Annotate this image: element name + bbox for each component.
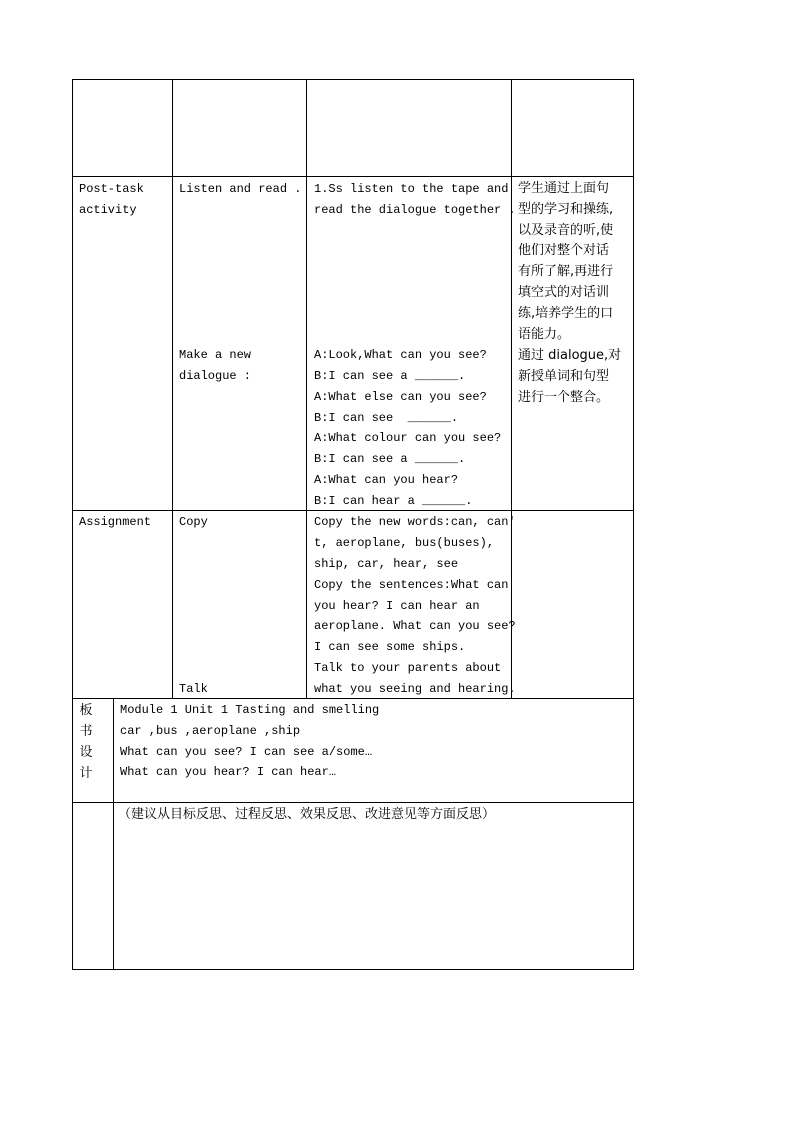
board-label-char: 设 (79, 745, 93, 760)
assignment-content-line: ship, car, hear, see (314, 557, 459, 571)
intent-text-line: 练,培养学生的口 (518, 306, 614, 321)
assignment-content-line: aeroplane. What can you see? (314, 619, 516, 633)
dialogue-line: B:I can see ______. (314, 411, 459, 425)
dialogue-line: B:I can see a ______. (314, 452, 466, 466)
table-border (72, 802, 634, 803)
assignment-step-talk: Talk (179, 682, 208, 696)
board-line: What can you hear? I can hear… (120, 765, 337, 779)
table-border (511, 79, 512, 699)
dialogue-line: A:What else can you see? (314, 390, 487, 404)
post-task-stage-line1: Post-task (79, 182, 144, 196)
intent-text-line: 学生通过上面句 (518, 181, 610, 196)
board-label-char: 书 (79, 724, 93, 739)
dialogue-line: A:What can you hear? (314, 473, 459, 487)
post-task-content-line2: read the dialogue together . (314, 203, 516, 217)
intent-text-line: 填空式的对话训 (518, 285, 610, 300)
table-border (172, 79, 173, 699)
dialogue-line: A:Look,What can you see? (314, 348, 487, 362)
table-border (633, 79, 634, 970)
intent-text-line: 语能力。 (518, 327, 571, 342)
assignment-content-line: Copy the sentences:What can (314, 578, 509, 592)
assignment-content-line: Copy the new words:can, can' (314, 515, 516, 529)
board-label-char: 计 (79, 766, 93, 781)
table-border (72, 79, 634, 80)
table-border (72, 176, 634, 177)
table-border (306, 79, 307, 699)
dialogue-line: A:What colour can you see? (314, 431, 502, 445)
intent-text-line: 有所了解,再进行 (518, 264, 614, 279)
assignment-content-line: I can see some ships. (314, 640, 466, 654)
table-border (72, 79, 73, 970)
intent-text-line: 新授单词和句型 (518, 369, 610, 384)
assignment-content-line: what you seeing and hearing. (314, 682, 516, 696)
reflection-hint: （建议从目标反思、过程反思、效果反思、改进意见等方面反思） (118, 807, 496, 822)
intent-text-line: 进行一个整合。 (518, 390, 610, 405)
assignment-step-copy: Copy (179, 515, 208, 529)
post-task-content-line1: 1.Ss listen to the tape and (314, 182, 509, 196)
board-line: car ,bus ,aeroplane ,ship (120, 724, 301, 738)
assignment-content-line: you hear? I can hear an (314, 599, 480, 613)
assignment-stage: Assignment (79, 515, 152, 529)
intent-text-line: 通过 dialogue,对 (518, 348, 622, 363)
intent-text-line: 型的学习和操练, (518, 202, 614, 217)
table-border (72, 969, 634, 970)
post-task-step-listen: Listen and read . (179, 182, 302, 196)
assignment-content-line: t, aeroplane, bus(buses), (314, 536, 495, 550)
intent-text-line: 他们对整个对话 (518, 243, 610, 258)
post-task-stage-line2: activity (79, 203, 137, 217)
dialogue-line: B:I can see a ______. (314, 369, 466, 383)
post-task-step-make-line1: Make a new (179, 348, 252, 362)
intent-text-line: 以及录音的听,使 (518, 223, 614, 238)
dialogue-line: B:I can hear a ______. (314, 494, 473, 508)
assignment-content-line: Talk to your parents about (314, 661, 502, 675)
board-line: What can you see? I can see a/some… (120, 745, 373, 759)
board-label (76, 700, 96, 784)
table-border (113, 698, 114, 970)
board-line: Module 1 Unit 1 Tasting and smelling (120, 703, 380, 717)
post-task-step-make-line2: dialogue : (179, 369, 252, 383)
board-label-char: 板 (79, 703, 93, 718)
